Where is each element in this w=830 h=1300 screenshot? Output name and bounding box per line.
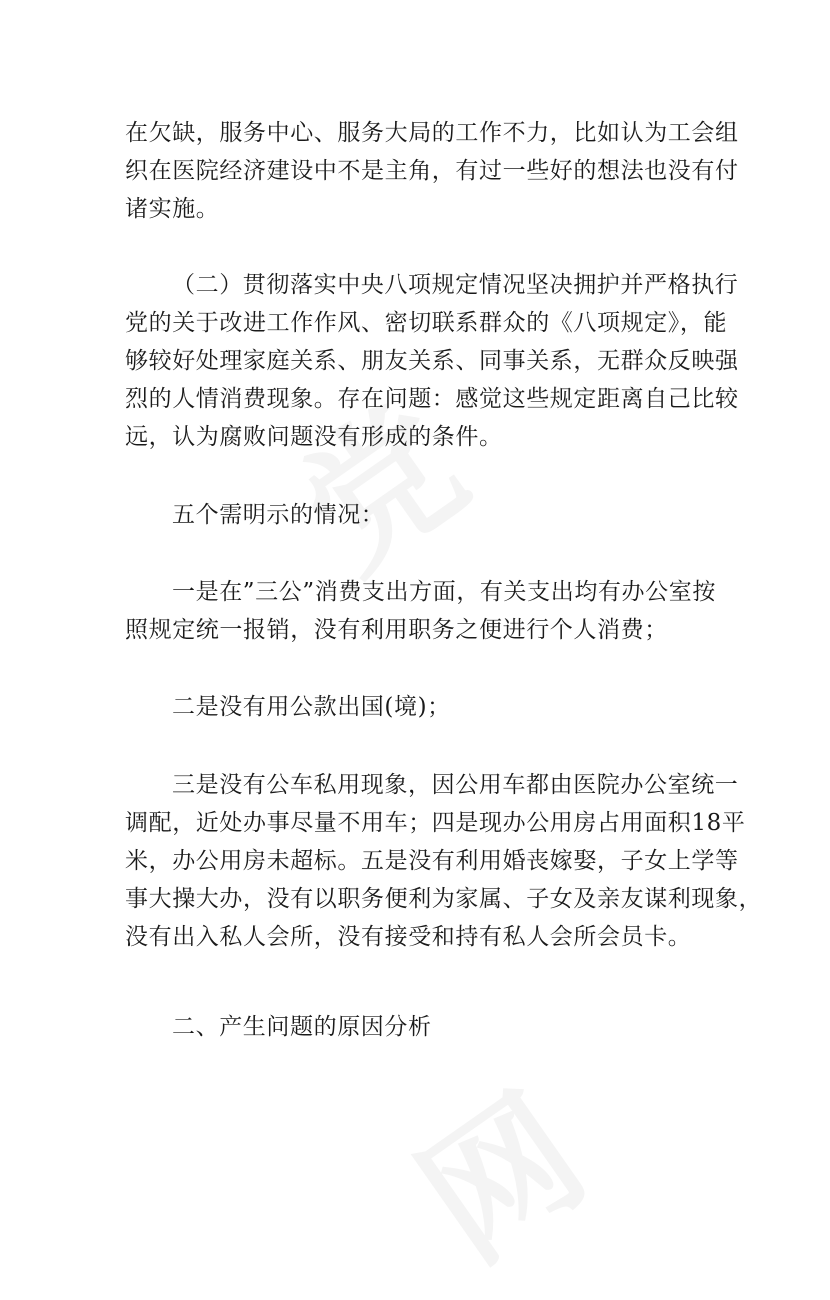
paragraph-line: 没有出入私人会所，没有接受和持有私人会所会员卡。 — [125, 924, 692, 950]
watermark — [372, 1037, 619, 1300]
paragraph-line: 三是没有公车私用现象，因公用车都由医院办公室统一 — [172, 772, 739, 798]
paragraph-line: 诸实施。 — [125, 196, 220, 222]
paragraph-line: 五个需明示的情况： — [172, 502, 385, 528]
paragraph-line: 米，办公用房未超标。五是没有利用婚丧嫁娶，子女上学等 — [125, 848, 739, 874]
paragraph-line: 够较好处理家庭关系、朋友关系、同事关系，无群众反映强 — [125, 348, 739, 374]
paragraph-line: 一是在”三公”消费支出方面，有关支出均有办公室按 — [172, 579, 716, 605]
paragraph-line: 远，认为腐败问题没有形成的条件。 — [125, 424, 503, 450]
section-heading-line: （二）贯彻落实中央八项规定情况坚决拥护并严格执行 — [172, 272, 739, 298]
paragraph-line: 二是没有用公款出国(境)； — [172, 694, 451, 720]
paragraph-line: 织在医院经济建设中不是主角，有过一些好的想法也没有付 — [125, 158, 739, 184]
paragraph-line: 照规定统一报销，没有利用职务之便进行个人消费； — [125, 617, 668, 643]
section-heading-line: 二、产生问题的原因分析 — [172, 1014, 432, 1040]
paragraph-line: 事大操大办，没有以职务便利为家属、子女及亲友谋利现象， — [125, 886, 763, 912]
paragraph-line: 调配，近处办事尽量不用车；四是现办公用房占用面积18平 — [125, 810, 746, 836]
paragraph-line: 党的关于改进工作作风、密切联系群众的《八项规定》，能 — [125, 310, 728, 336]
paragraph-line: 在欠缺，服务中心、服务大局的工作不力，比如认为工会组 — [125, 120, 739, 146]
paragraph-line: 烈的人情消费现象。存在问题：感觉这些规定距离自己比较 — [125, 386, 739, 412]
